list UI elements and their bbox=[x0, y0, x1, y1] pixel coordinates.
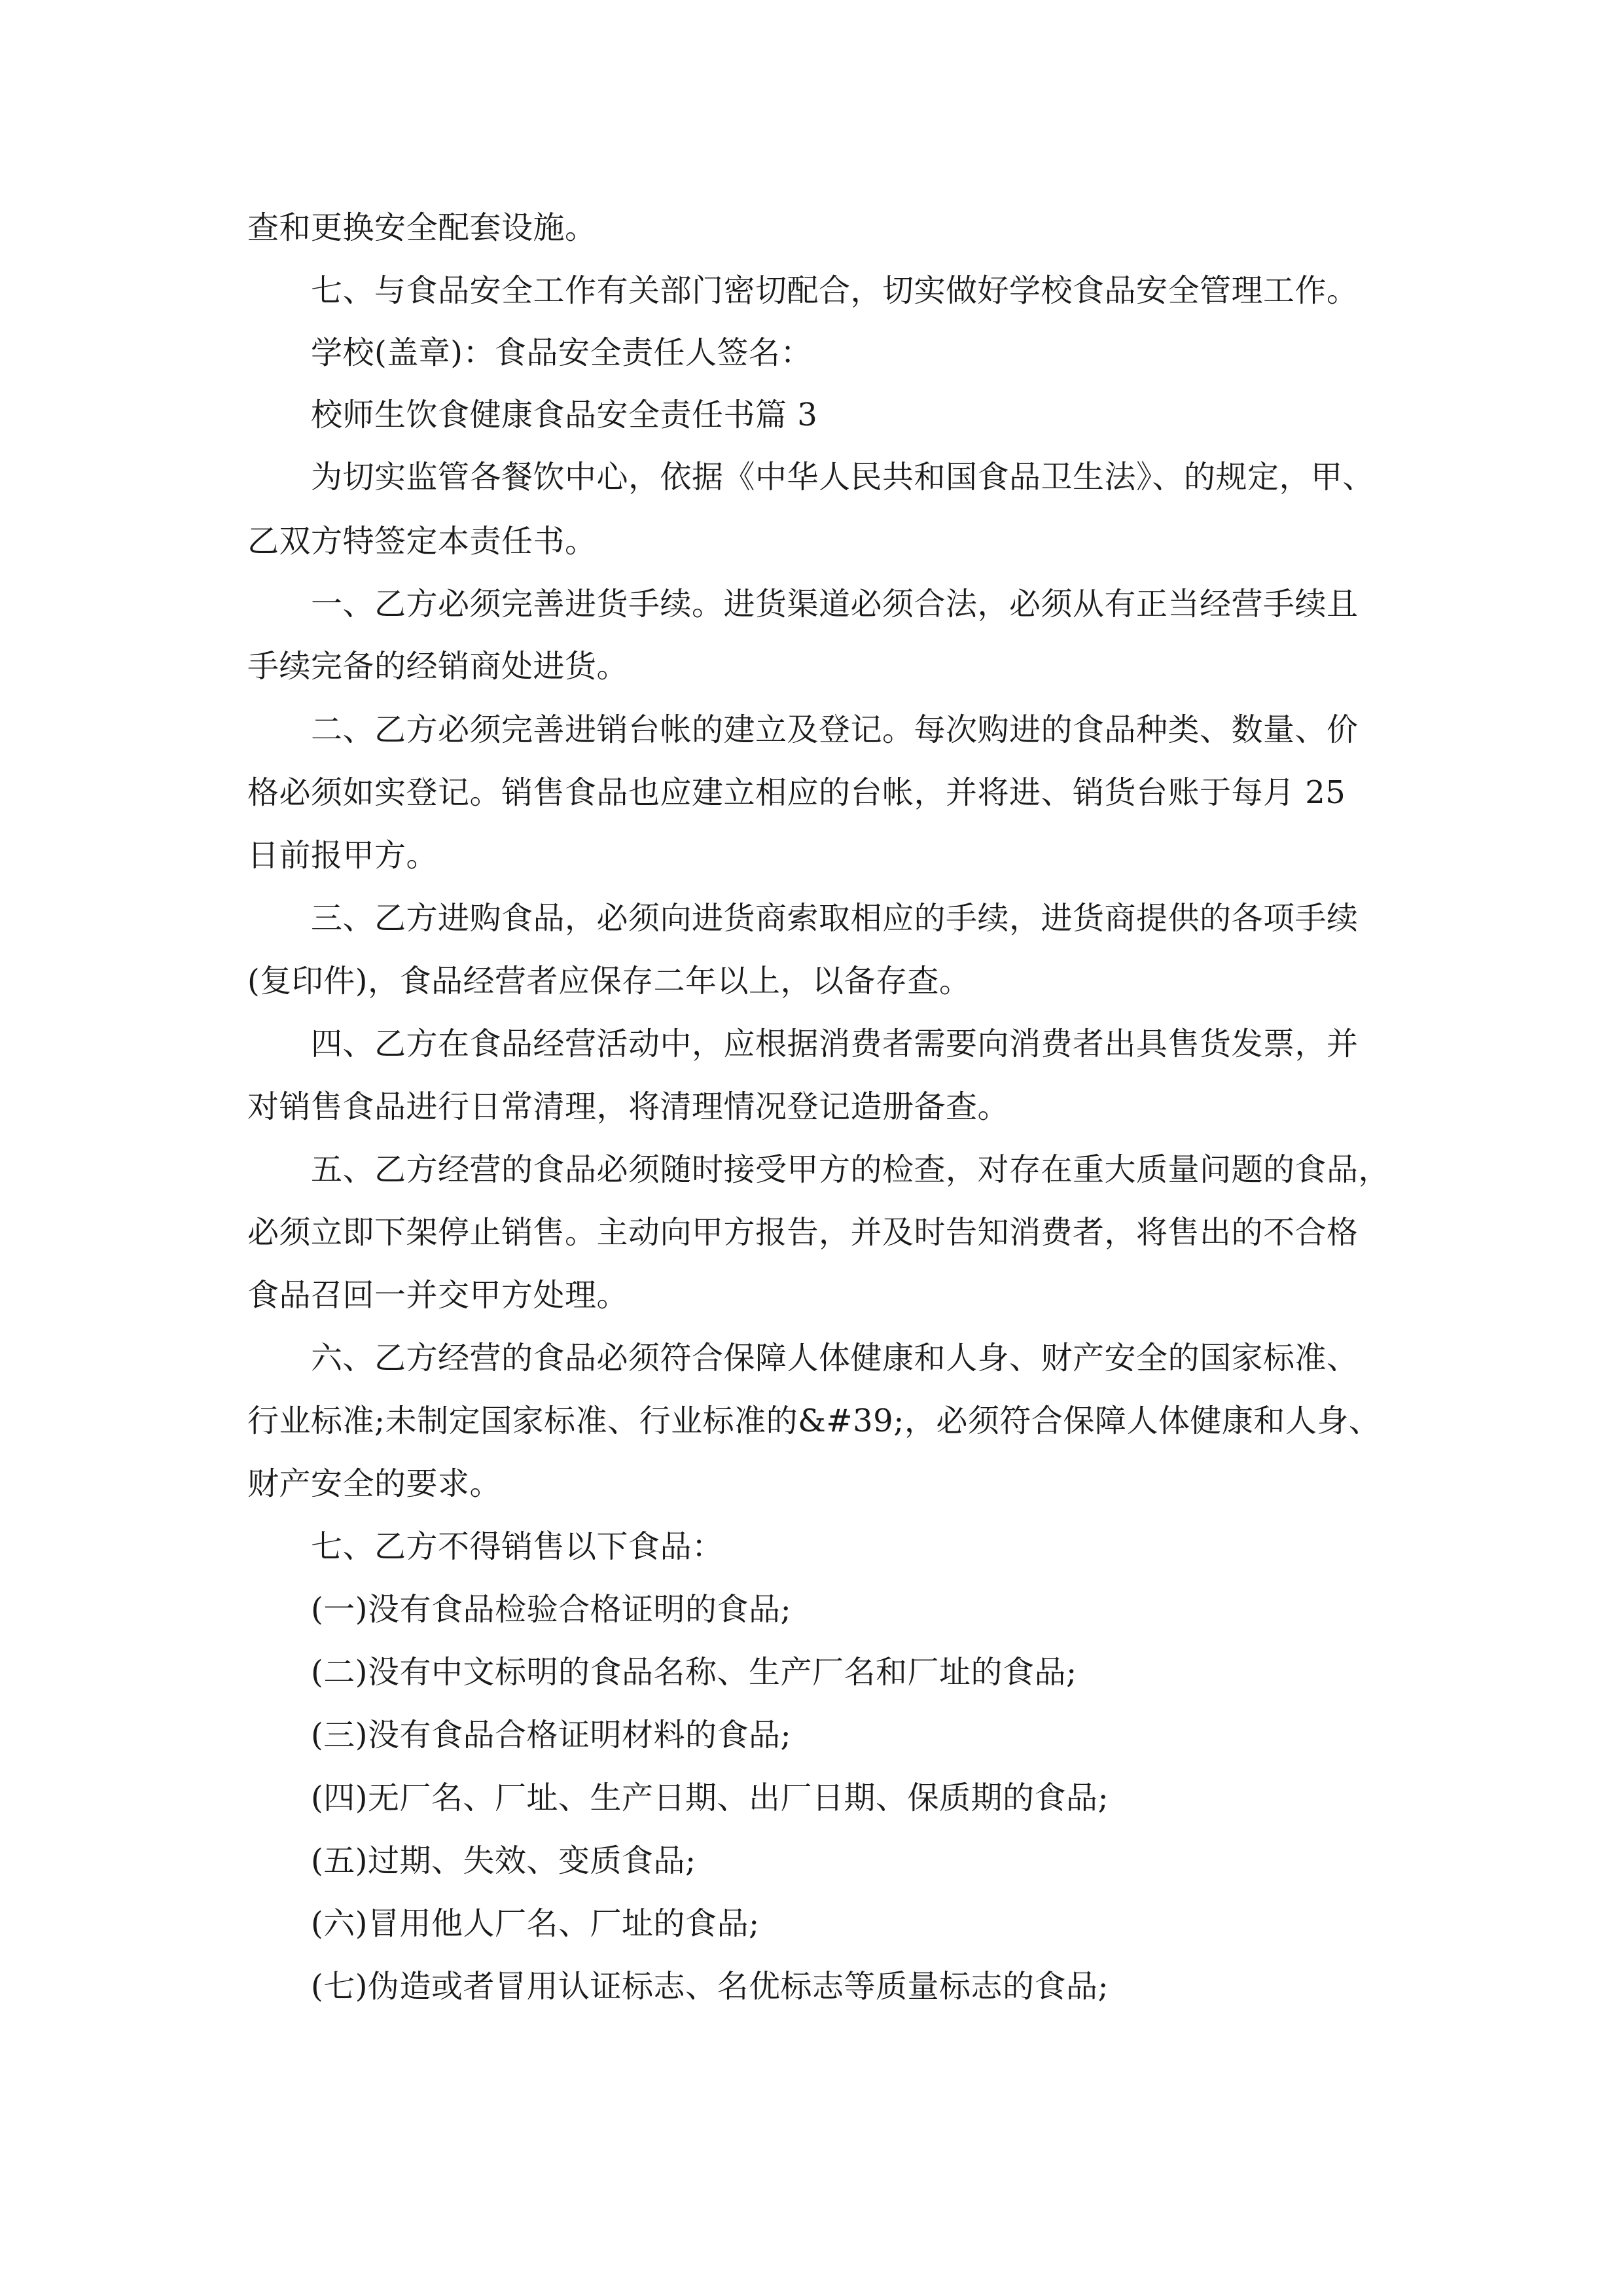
list-item: (四)无厂名、厂址、生产日期、出厂日期、保质期的食品; bbox=[311, 1780, 1109, 1816]
text-line: 三、乙方进购食品，必须向进货商索取相应的手续，进货商提供的各项手续 bbox=[311, 900, 1359, 937]
text-line: 六、乙方经营的食品必须符合保障人体健康和人身、财产安全的国家标准、 bbox=[311, 1340, 1359, 1376]
text-line: 七、乙方不得销售以下食品： bbox=[311, 1528, 724, 1565]
text-line: 财产安全的要求。 bbox=[247, 1465, 502, 1502]
text-line: 对销售食品进行日常清理，将清理情况登记造册备查。 bbox=[247, 1088, 1010, 1125]
list-item: (五)过期、失效、变质食品; bbox=[311, 1842, 696, 1879]
text-line: 乙双方特签定本责任书。 bbox=[247, 523, 597, 560]
text-line: 日前报甲方。 bbox=[247, 837, 438, 874]
list-item: (三)没有食品合格证明材料的食品; bbox=[311, 1717, 792, 1753]
text-line: 学校(盖章)：食品安全责任人签名： bbox=[311, 334, 812, 371]
text-line: 格必须如实登记。销售食品也应建立相应的台帐，并将进、销货台账于每月 25 bbox=[247, 774, 1346, 811]
list-item: (六)冒用他人厂名、厂址的食品; bbox=[311, 1905, 760, 1942]
text-line: 一、乙方必须完善进货手续。进货渠道必须合法，必须从有正当经营手续且 bbox=[311, 586, 1359, 622]
text-line: 食品召回一并交甲方处理。 bbox=[247, 1277, 629, 1314]
list-item: (一)没有食品检验合格证明的食品; bbox=[311, 1591, 792, 1628]
text-line: 行业标准;未制定国家标准、行业标准的&#39;，必须符合保障人体健康和人身、 bbox=[247, 1403, 1381, 1439]
text-line: 四、乙方在食品经营活动中，应根据消费者需要向消费者出具售货发票，并 bbox=[311, 1026, 1359, 1062]
text-line: 七、与食品安全工作有关部门密切配合，切实做好学校食品安全管理工作。 bbox=[311, 272, 1359, 309]
list-item: (七)伪造或者冒用认证标志、名优标志等质量标志的食品; bbox=[311, 1968, 1109, 2005]
text-line: 为切实监管各餐饮中心，依据《中华人民共和国食品卫生法》、的规定，甲、 bbox=[311, 459, 1375, 495]
list-item: (二)没有中文标明的食品名称、生产厂名和厂址的食品; bbox=[311, 1654, 1077, 1691]
text-line: 五、乙方经营的食品必须随时接受甲方的检查，对存在重大质量问题的食品， bbox=[311, 1151, 1391, 1188]
text-line: 手续完备的经销商处进货。 bbox=[247, 648, 629, 685]
text-line: 二、乙方必须完善进销台帐的建立及登记。每次购进的食品种类、数量、价 bbox=[311, 711, 1359, 748]
section-heading: 校师生饮食健康食品安全责任书篇 3 bbox=[311, 397, 818, 433]
text-line: 必须立即下架停止销售。主动向甲方报告，并及时告知消费者，将售出的不合格 bbox=[247, 1214, 1359, 1251]
text-line: 查和更换安全配套设施。 bbox=[247, 209, 597, 246]
text-line: (复印件)，食品经营者应保存二年以上，以备存查。 bbox=[247, 963, 971, 999]
